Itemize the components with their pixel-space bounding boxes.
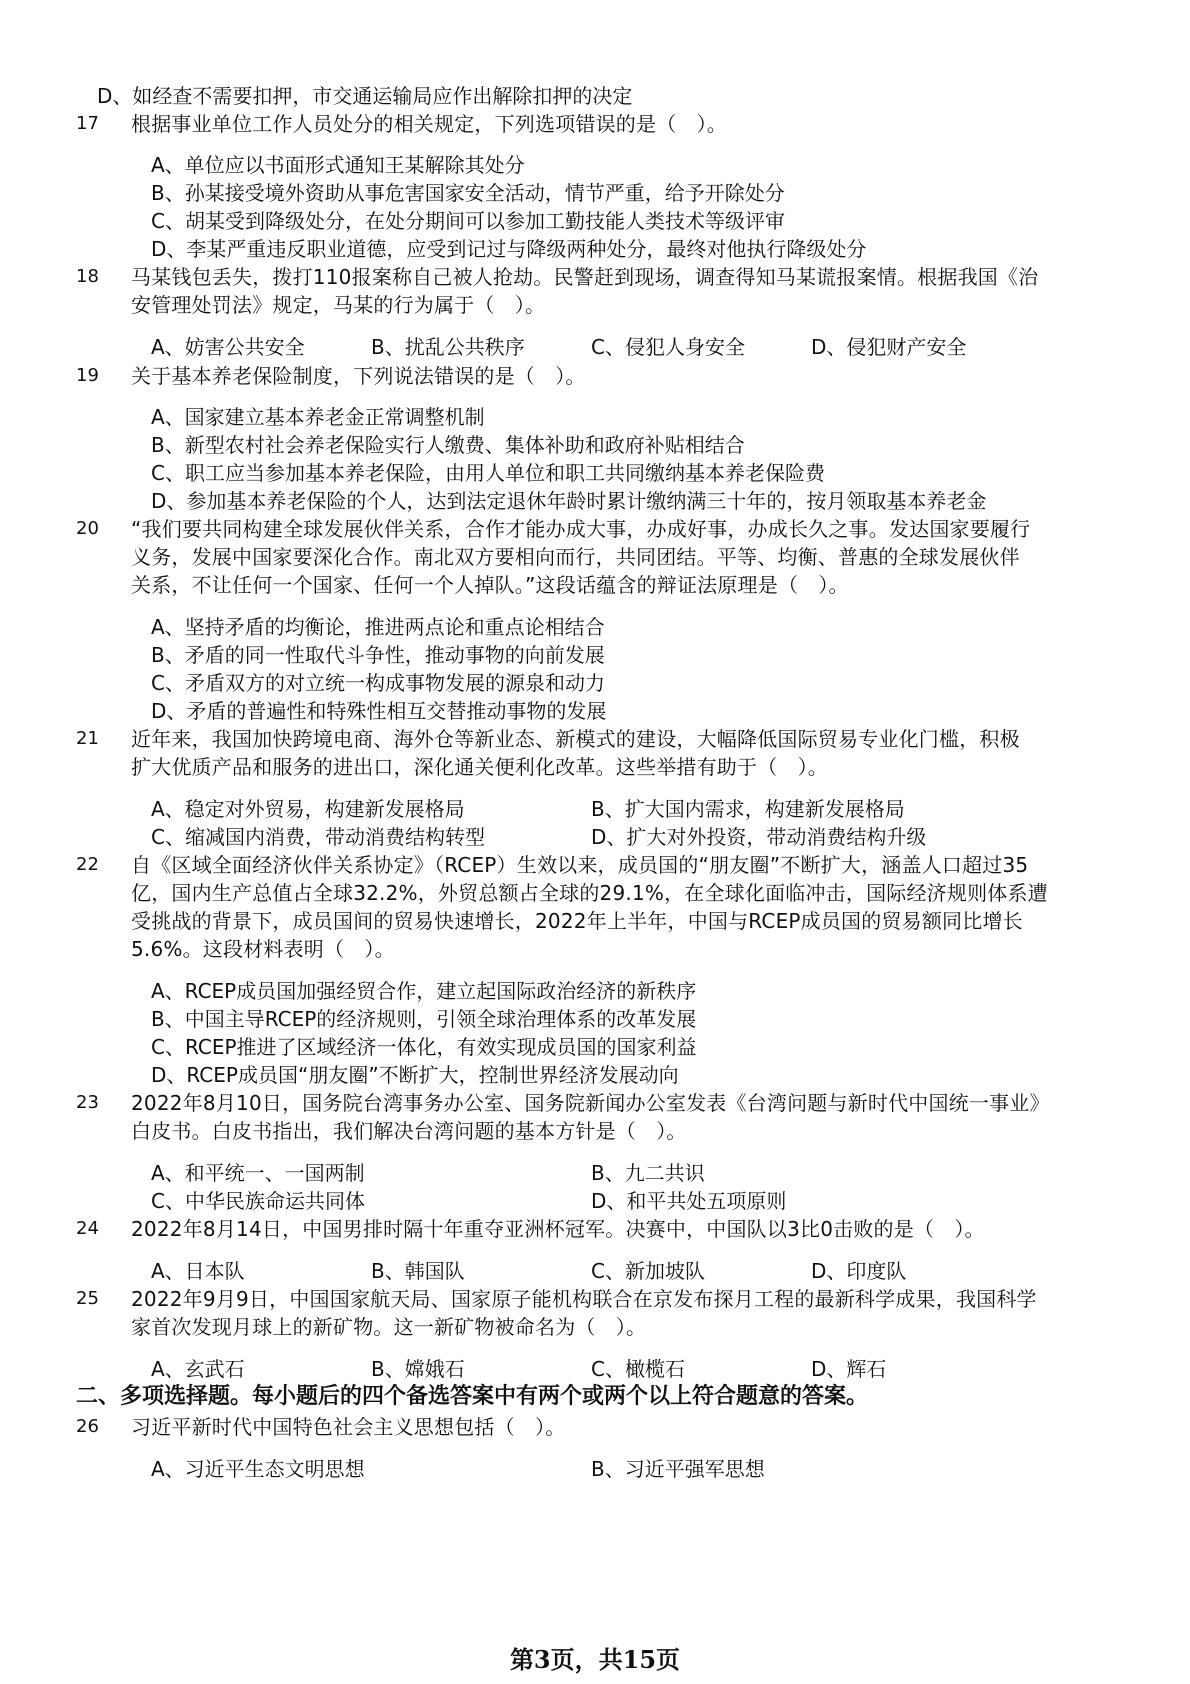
q23-stem-line: 2022年8月10日，国务院台湾事务办公室、国务院新闻办公室发表《台湾问题与新时代中国统一事业》 <box>131 1091 1050 1115</box>
q26-stem: 习近平新时代中国特色社会主义思想包括（ ）。 <box>131 1415 566 1439</box>
q20-number: 20 <box>76 518 99 539</box>
q22-option-c: C、RCEP推进了区域经济一体化，有效实现成员国的国家利益 <box>151 1035 697 1059</box>
q22-stem-line: 5.6%。这段材料表明（ ）。 <box>131 937 395 961</box>
q18-option-c: C、侵犯人身安全 <box>591 335 745 359</box>
q22-stem-line: 亿，国内生产总值占全球32.2%，外贸总额占全球的29.1%，在全球化面临冲击，国际经济规则体系遭 <box>131 881 1048 905</box>
q19-option-d: D、参加基本养老保险的个人，达到法定退休年龄时累计缴纳满三十年的，按月领取基本养老金 <box>151 489 987 513</box>
q17-number: 17 <box>76 113 99 134</box>
q24-option-d: D、印度队 <box>811 1259 907 1283</box>
q23-number: 23 <box>76 1092 99 1113</box>
q20-option-b: B、矛盾的同一性取代斗争性，推动事物的向前发展 <box>151 643 605 667</box>
q22-option-a: A、RCEP成员国加强经贸合作，建立起国际政治经济的新秩序 <box>151 979 697 1003</box>
q22-stem-line: 自《区域全面经济伙伴关系协定》（RCEP）生效以来，成员国的“朋友圈”不断扩大，涵盖人口超过35 <box>131 853 1029 877</box>
q23-option-b: B、九二共识 <box>591 1161 705 1185</box>
q17-option-d: D、李某严重违反职业道德，应受到记过与降级两种处分，最终对他执行降级处分 <box>151 237 867 261</box>
q19-option-b: B、新型农村社会养老保险实行人缴费、集体补助和政府补贴相结合 <box>151 433 745 457</box>
q16-option-d: D、如经查不需要扣押，市交通运输局应作出解除扣押的决定 <box>97 84 633 108</box>
q22-option-b: B、中国主导RCEP的经济规则，引领全球治理体系的改革发展 <box>151 1007 697 1031</box>
q17-stem: 根据事业单位工作人员处分的相关规定，下列选项错误的是（ ）。 <box>131 112 727 136</box>
q22-number: 22 <box>76 854 99 875</box>
q20-stem-line: “我们要共同构建全球发展伙伴关系，合作才能办成大事，办成好事，办成长久之事。发达国家要履行 <box>131 517 1031 541</box>
q21-option-c: C、缩减国内消费，带动消费结构转型 <box>151 825 485 849</box>
q18-number: 18 <box>76 266 99 287</box>
q23-option-a: A、和平统一、一国两制 <box>151 1161 365 1185</box>
q23-stem-line: 白皮书。白皮书指出，我们解决台湾问题的基本方针是（ ）。 <box>131 1119 687 1143</box>
q25-stem-line: 2022年9月9日，中国国家航天局、国家原子能机构联合在京发布探月工程的最新科学成果，我国科学 <box>131 1287 1037 1311</box>
q18-option-d: D、侵犯财产安全 <box>811 335 967 359</box>
q26-option-b: B、习近平强军思想 <box>591 1457 765 1481</box>
q18-option-b: B、扰乱公共秩序 <box>371 335 525 359</box>
q25-number: 25 <box>76 1288 99 1309</box>
q23-option-d: D、和平共处五项原则 <box>591 1189 787 1213</box>
q25-option-d: D、辉石 <box>811 1357 887 1381</box>
q18-stem-line: 马某钱包丢失，拨打110报案称自己被人抢劫。民警赶到现场，调查得知马某谎报案情。根据我国《治 <box>131 265 1039 289</box>
q19-stem: 关于基本养老保险制度，下列说法错误的是（ ）。 <box>131 364 586 388</box>
q24-option-a: A、日本队 <box>151 1259 245 1283</box>
q24-option-c: C、新加坡队 <box>591 1259 705 1283</box>
q23-option-c: C、中华民族命运共同体 <box>151 1189 365 1213</box>
q26-number: 26 <box>76 1416 99 1437</box>
q21-option-b: B、扩大国内需求，构建新发展格局 <box>591 797 905 821</box>
q25-option-b: B、嫦娥石 <box>371 1357 465 1381</box>
q20-option-c: C、矛盾双方的对立统一构成事物发展的源泉和动力 <box>151 671 605 695</box>
page-footer: 第3页，共15页 <box>509 1645 681 1674</box>
section-heading: 二、多项选择题。每小题后的四个备选答案中有两个或两个以上符合题意的答案。 <box>76 1384 869 1409</box>
q20-stem-line: 义务，发展中国家要深化合作。南北双方要相向而行，共同团结。平等、均衡、普惠的全球发展伙伴 <box>131 545 1020 569</box>
q21-option-d: D、扩大对外投资，带动消费结构升级 <box>591 825 927 849</box>
q21-stem-line: 近年来，我国加快跨境电商、海外仓等新业态、新模式的建设，大幅降低国际贸易专业化门槛，积极 <box>131 727 1020 751</box>
q21-option-a: A、稳定对外贸易，构建新发展格局 <box>151 797 465 821</box>
q19-number: 19 <box>76 365 99 386</box>
q20-option-a: A、坚持矛盾的均衡论，推进两点论和重点论相结合 <box>151 615 605 639</box>
q25-option-c: C、橄榄石 <box>591 1357 685 1381</box>
q19-option-c: C、职工应当参加基本养老保险，由用人单位和职工共同缴纳基本养老保险费 <box>151 461 825 485</box>
q25-stem-line: 家首次发现月球上的新矿物。这一新矿物被命名为（ ）。 <box>131 1315 647 1339</box>
q21-stem-line: 扩大优质产品和服务的进出口，深化通关便利化改革。这些举措有助于（ ）。 <box>131 755 828 779</box>
q20-stem-line: 关系，不让任何一个国家、任何一个人掉队。”这段话蕴含的辩证法原理是（ ）。 <box>131 573 849 597</box>
q18-option-a: A、妨害公共安全 <box>151 335 305 359</box>
q17-option-a: A、单位应以书面形式通知王某解除其处分 <box>151 153 525 177</box>
q18-stem-line: 安管理处罚法》规定，马某的行为属于（ ）。 <box>131 293 546 317</box>
q22-option-d: D、RCEP成员国“朋友圈”不断扩大，控制世界经济发展动向 <box>151 1063 679 1087</box>
q22-stem-line: 受挑战的背景下，成员国间的贸易快速增长，2022年上半年，中国与RCEP成员国的贸易额同比增长 <box>131 909 1023 933</box>
q24-option-b: B、韩国队 <box>371 1259 465 1283</box>
q19-option-a: A、国家建立基本养老金正常调整机制 <box>151 405 485 429</box>
q17-option-b: B、孙某接受境外资助从事危害国家安全活动，情节严重，给予开除处分 <box>151 181 785 205</box>
q24-number: 24 <box>76 1218 99 1239</box>
q26-option-a: A、习近平生态文明思想 <box>151 1457 365 1481</box>
q25-option-a: A、玄武石 <box>151 1357 245 1381</box>
q24-stem: 2022年8月14日，中国男排时隔十年重夺亚洲杯冠军。决赛中，中国队以3比0击败的是（ ）。 <box>131 1217 985 1241</box>
q20-option-d: D、矛盾的普遍性和特殊性相互交替推动事物的发展 <box>151 699 607 723</box>
q17-option-c: C、胡某受到降级处分，在处分期间可以参加工勤技能人类技术等级评审 <box>151 209 785 233</box>
q21-number: 21 <box>76 728 99 749</box>
